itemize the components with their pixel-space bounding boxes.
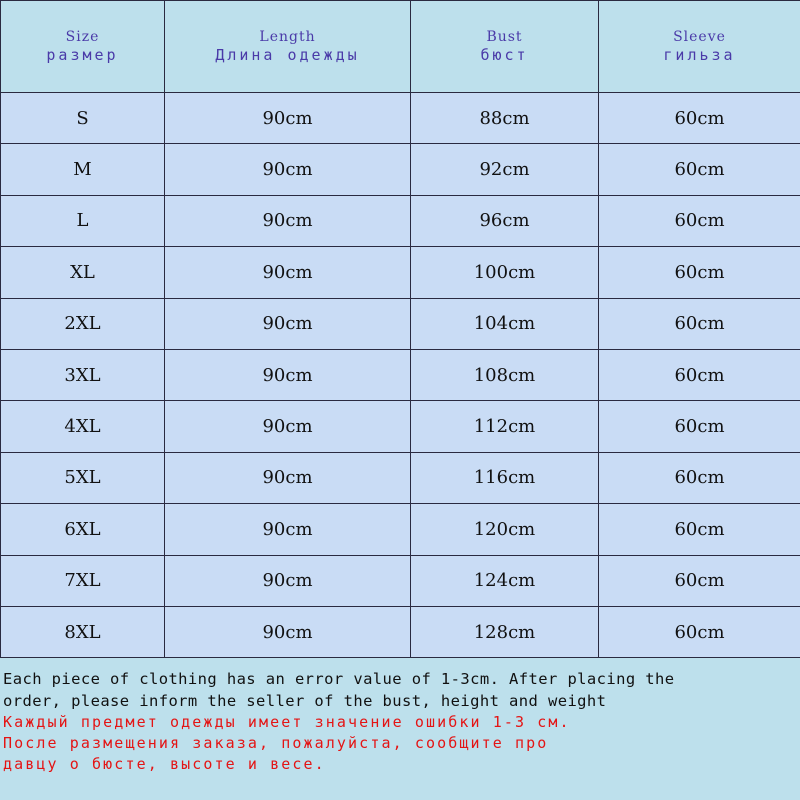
- cell-length: 90cm: [165, 555, 411, 606]
- cell-length: 90cm: [165, 401, 411, 452]
- cell-length: 90cm: [165, 452, 411, 503]
- header-sleeve-ru: гильза: [663, 46, 736, 64]
- cell-size: S: [1, 93, 165, 144]
- cell-bust: 120cm: [411, 504, 599, 555]
- cell-bust: 100cm: [411, 247, 599, 298]
- cell-sleeve: 60cm: [599, 504, 800, 555]
- header-size-ru: размер: [46, 46, 119, 64]
- table-row: [1, 452, 800, 503]
- cell-sleeve: 60cm: [599, 401, 800, 452]
- cell-length: 90cm: [165, 606, 411, 657]
- table-row: [1, 555, 800, 606]
- notice-en-line: Each piece of clothing has an error value of 1-3cm. After placing the: [3, 670, 675, 688]
- cell-bust: 92cm: [411, 144, 599, 195]
- header-length: [165, 1, 411, 93]
- cell-sleeve: 60cm: [599, 606, 800, 657]
- cell-sleeve: 60cm: [599, 247, 800, 298]
- notice-ru-line: После размещения заказа, пожалуйста, сообщите про: [3, 734, 549, 752]
- header-sleeve: [599, 1, 800, 93]
- header-length-en: Length: [259, 29, 316, 45]
- cell-bust: 112cm: [411, 401, 599, 452]
- table-row: [1, 247, 800, 298]
- cell-length: 90cm: [165, 195, 411, 246]
- cell-size: 3XL: [1, 349, 165, 400]
- error-notice: [0, 668, 800, 775]
- cell-bust: 104cm: [411, 298, 599, 349]
- header-size-en: Size: [65, 29, 100, 45]
- cell-length: 90cm: [165, 144, 411, 195]
- cell-bust: 124cm: [411, 555, 599, 606]
- cell-size: 6XL: [1, 504, 165, 555]
- cell-length: 90cm: [165, 349, 411, 400]
- cell-size: XL: [1, 247, 165, 298]
- table-row: [1, 93, 800, 144]
- cell-length: 90cm: [165, 504, 411, 555]
- cell-size: 4XL: [1, 401, 165, 452]
- cell-size: M: [1, 144, 165, 195]
- cell-sleeve: 60cm: [599, 555, 800, 606]
- table-row: [1, 606, 800, 657]
- cell-size: 5XL: [1, 452, 165, 503]
- cell-sleeve: 60cm: [599, 195, 800, 246]
- table-row: [1, 401, 800, 452]
- cell-size: 7XL: [1, 555, 165, 606]
- table-row: [1, 298, 800, 349]
- cell-size: 2XL: [1, 298, 165, 349]
- cell-bust: 128cm: [411, 606, 599, 657]
- header-bust: [411, 1, 599, 93]
- cell-sleeve: 60cm: [599, 93, 800, 144]
- table-row: [1, 349, 800, 400]
- notice-en-line: order, please inform the seller of the bust, height and weight: [3, 692, 607, 710]
- header-size: [1, 1, 165, 93]
- cell-bust: 88cm: [411, 93, 599, 144]
- table-row: [1, 144, 800, 195]
- header-bust-en: Bust: [486, 29, 523, 45]
- notice-ru-line: Каждый предмет одежды имеет значение ошибки 1-3 см.: [3, 713, 571, 731]
- cell-length: 90cm: [165, 93, 411, 144]
- table-row: [1, 195, 800, 246]
- cell-size: L: [1, 195, 165, 246]
- cell-bust: 108cm: [411, 349, 599, 400]
- cell-size: 8XL: [1, 606, 165, 657]
- header-sleeve-en: Sleeve: [673, 29, 726, 45]
- table-header-row: [1, 1, 800, 93]
- cell-length: 90cm: [165, 247, 411, 298]
- table-row: [1, 504, 800, 555]
- cell-bust: 116cm: [411, 452, 599, 503]
- header-bust-ru: бюст: [480, 46, 529, 64]
- cell-bust: 96cm: [411, 195, 599, 246]
- cell-sleeve: 60cm: [599, 452, 800, 503]
- cell-sleeve: 60cm: [599, 298, 800, 349]
- cell-length: 90cm: [165, 298, 411, 349]
- notice-ru-line: давцу о бюсте, высоте и весе.: [3, 755, 326, 773]
- cell-sleeve: 60cm: [599, 349, 800, 400]
- cell-sleeve: 60cm: [599, 144, 800, 195]
- header-length-ru: Длина одежды: [215, 46, 360, 64]
